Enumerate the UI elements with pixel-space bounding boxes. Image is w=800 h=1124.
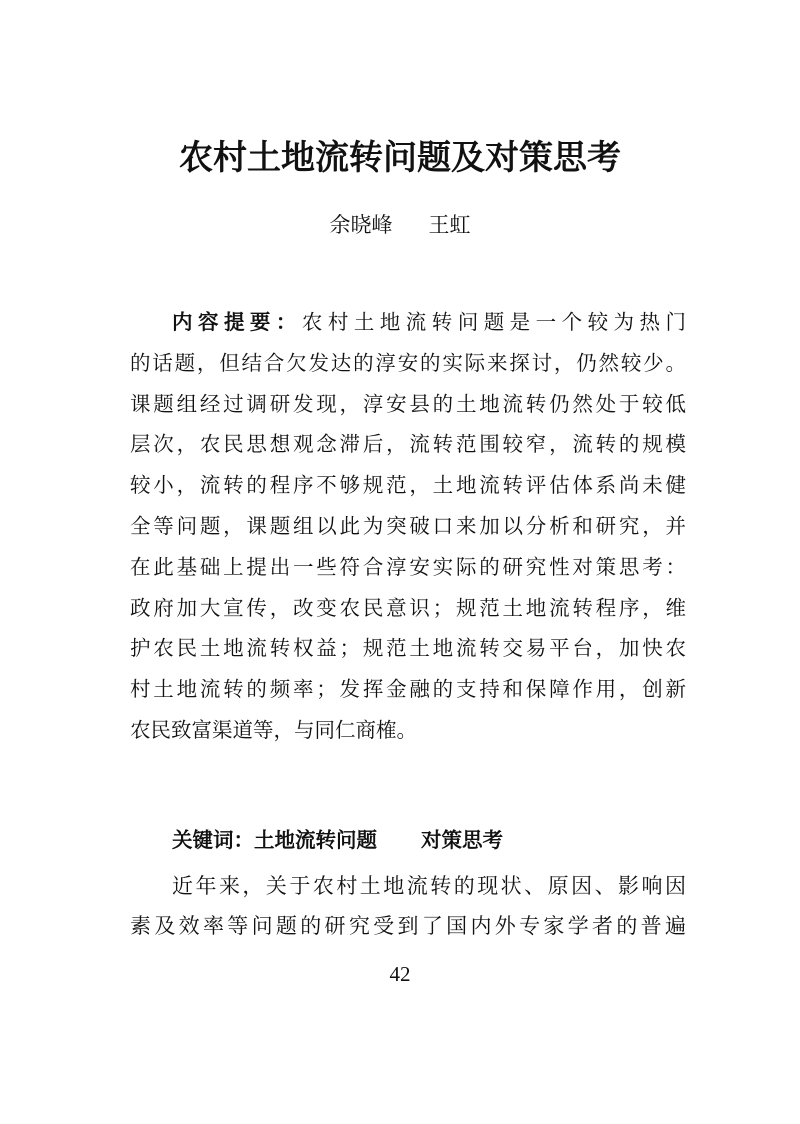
body-line: 近年来，关于农村土地流转的现状、原因、影响因 [172,874,686,898]
abstract-line: 层次，农民思想观念滞后，流转范围较窄，流转的规模 [130,432,686,457]
author-name: 余晓峰 [329,213,393,237]
abstract-line: 课题组经过调研发现，淳安县的土地流转仍然处于较低 [130,391,686,416]
abstract-line: 在此基础上提出一些符合淳安实际的研究性对策思考： [130,554,686,579]
keywords [172,822,503,858]
abstract [130,302,686,751]
paper-title: 农村土地流转问题及对策思考 [179,138,621,178]
page-number: 42 [389,962,411,986]
author-line [0,210,800,240]
body-line: 素及效率等问题的研究受到了国内外专家学者的普遍 [130,914,686,938]
abstract-line: 的话题，但结合欠发达的淳安的实际来探讨，仍然较少。 [130,350,686,375]
abstract-line: 较小，流转的程序不够规范，土地流转评估体系尚未健 [130,473,686,498]
keywords-label: 关键词： [172,828,254,852]
body-paragraph [130,866,686,946]
author-name: 王虹 [428,213,471,237]
abstract-line: 村土地流转的频率；发挥金融的支持和保障作用，创新 [130,677,686,702]
abstract-line: 全等问题，课题组以此为突破口来加以分析和研究，并 [130,513,686,538]
abstract-line [130,302,686,343]
keyword: 对策思考 [421,828,503,852]
abstract-line: 农民致富渠道等，与同仁商榷。 [130,717,417,742]
abstract-line: 护农民土地流转权益；规范土地流转交易平台，加快农 [130,636,686,661]
abstract-line: 政府加大宣传，改变农民意识；规范土地流转程序，维 [130,595,686,620]
abstract-label: 内容提要： [172,310,302,334]
abstract-text: 农村土地流转问题是一个较为热门 [301,310,686,334]
keyword: 土地流转问题 [254,828,377,852]
